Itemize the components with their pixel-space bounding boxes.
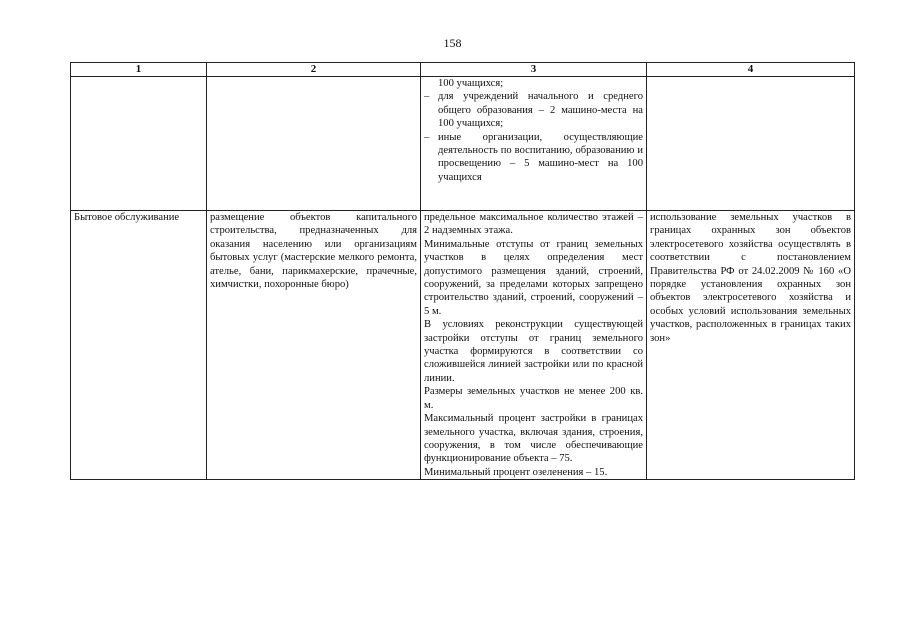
cell-empty bbox=[647, 77, 855, 211]
cell-empty bbox=[207, 77, 421, 211]
continuation-text: 100 учащихся; bbox=[438, 78, 504, 89]
table-header-row bbox=[71, 63, 855, 77]
table-row bbox=[71, 77, 855, 211]
list-item: – иные организации, осуществляющие деятельность по воспитанию, образованию и просвещению – 5 машино-мест на 100 учащихся bbox=[424, 131, 643, 185]
column-header-1: 1 bbox=[71, 63, 207, 77]
cell-empty bbox=[71, 77, 207, 211]
paragraph: Минимальные отступы от границ земельных участков в целях определения мест допустимого размещения зданий, строений, сооружений, за пределами которых запрещено строительство зданий, строений, сооружений – 5 м. bbox=[424, 238, 643, 317]
table-row bbox=[71, 211, 855, 480]
column-header-4: 4 bbox=[647, 63, 855, 77]
parking-list bbox=[424, 90, 643, 184]
paragraph: В условиях реконструкции существующей застройки отступы от границ земельного участка формируются в соответствии со сложившейся линией застройки или по красной линии. bbox=[424, 319, 643, 384]
paragraph: предельное максимальное количество этажей – 2 надземных этажа. bbox=[424, 212, 643, 237]
paragraph: Размеры земельных участков не менее 200 кв. м. bbox=[424, 386, 643, 411]
cell-parking-continuation bbox=[421, 77, 647, 211]
cell-use-type: Бытовое обслуживание bbox=[71, 211, 207, 480]
cell-parameters bbox=[421, 211, 647, 480]
column-header-2: 2 bbox=[207, 63, 421, 77]
column-header-3: 3 bbox=[421, 63, 647, 77]
regulations-table bbox=[70, 62, 855, 480]
list-item: – для учреждений начального и среднего общего образования – 2 машино-места на 100 учащихся; bbox=[424, 90, 643, 130]
cell-restrictions: использование земельных участков в границах охранных зон объектов электросетевого хозяйства осуществлять в соответствии с постановлением Правительства РФ от 24.02.2009 № 160 «О порядке установления охранных зон объектов электросетевого хозяйства и особых условий использования земельных участков, расположенных в границах таких зон» bbox=[647, 211, 855, 480]
paragraph: Минимальный процент озеленения – 15. bbox=[424, 466, 608, 478]
page-number: 158 bbox=[443, 36, 462, 50]
paragraph: Максимальный процент застройки в границах земельного участка, включая здания, строения, сооружения, в том числе обеспечивающие функционирование объекта – 75. bbox=[424, 413, 643, 465]
cell-use-description: размещение объектов капитального строительства, предназначенных для оказания населению или организациям бытовых услуг (мастерские мелкого ремонта, ателье, бани, парикмахерские, прачечные, химчистки, похоронные бюро) bbox=[207, 211, 421, 480]
